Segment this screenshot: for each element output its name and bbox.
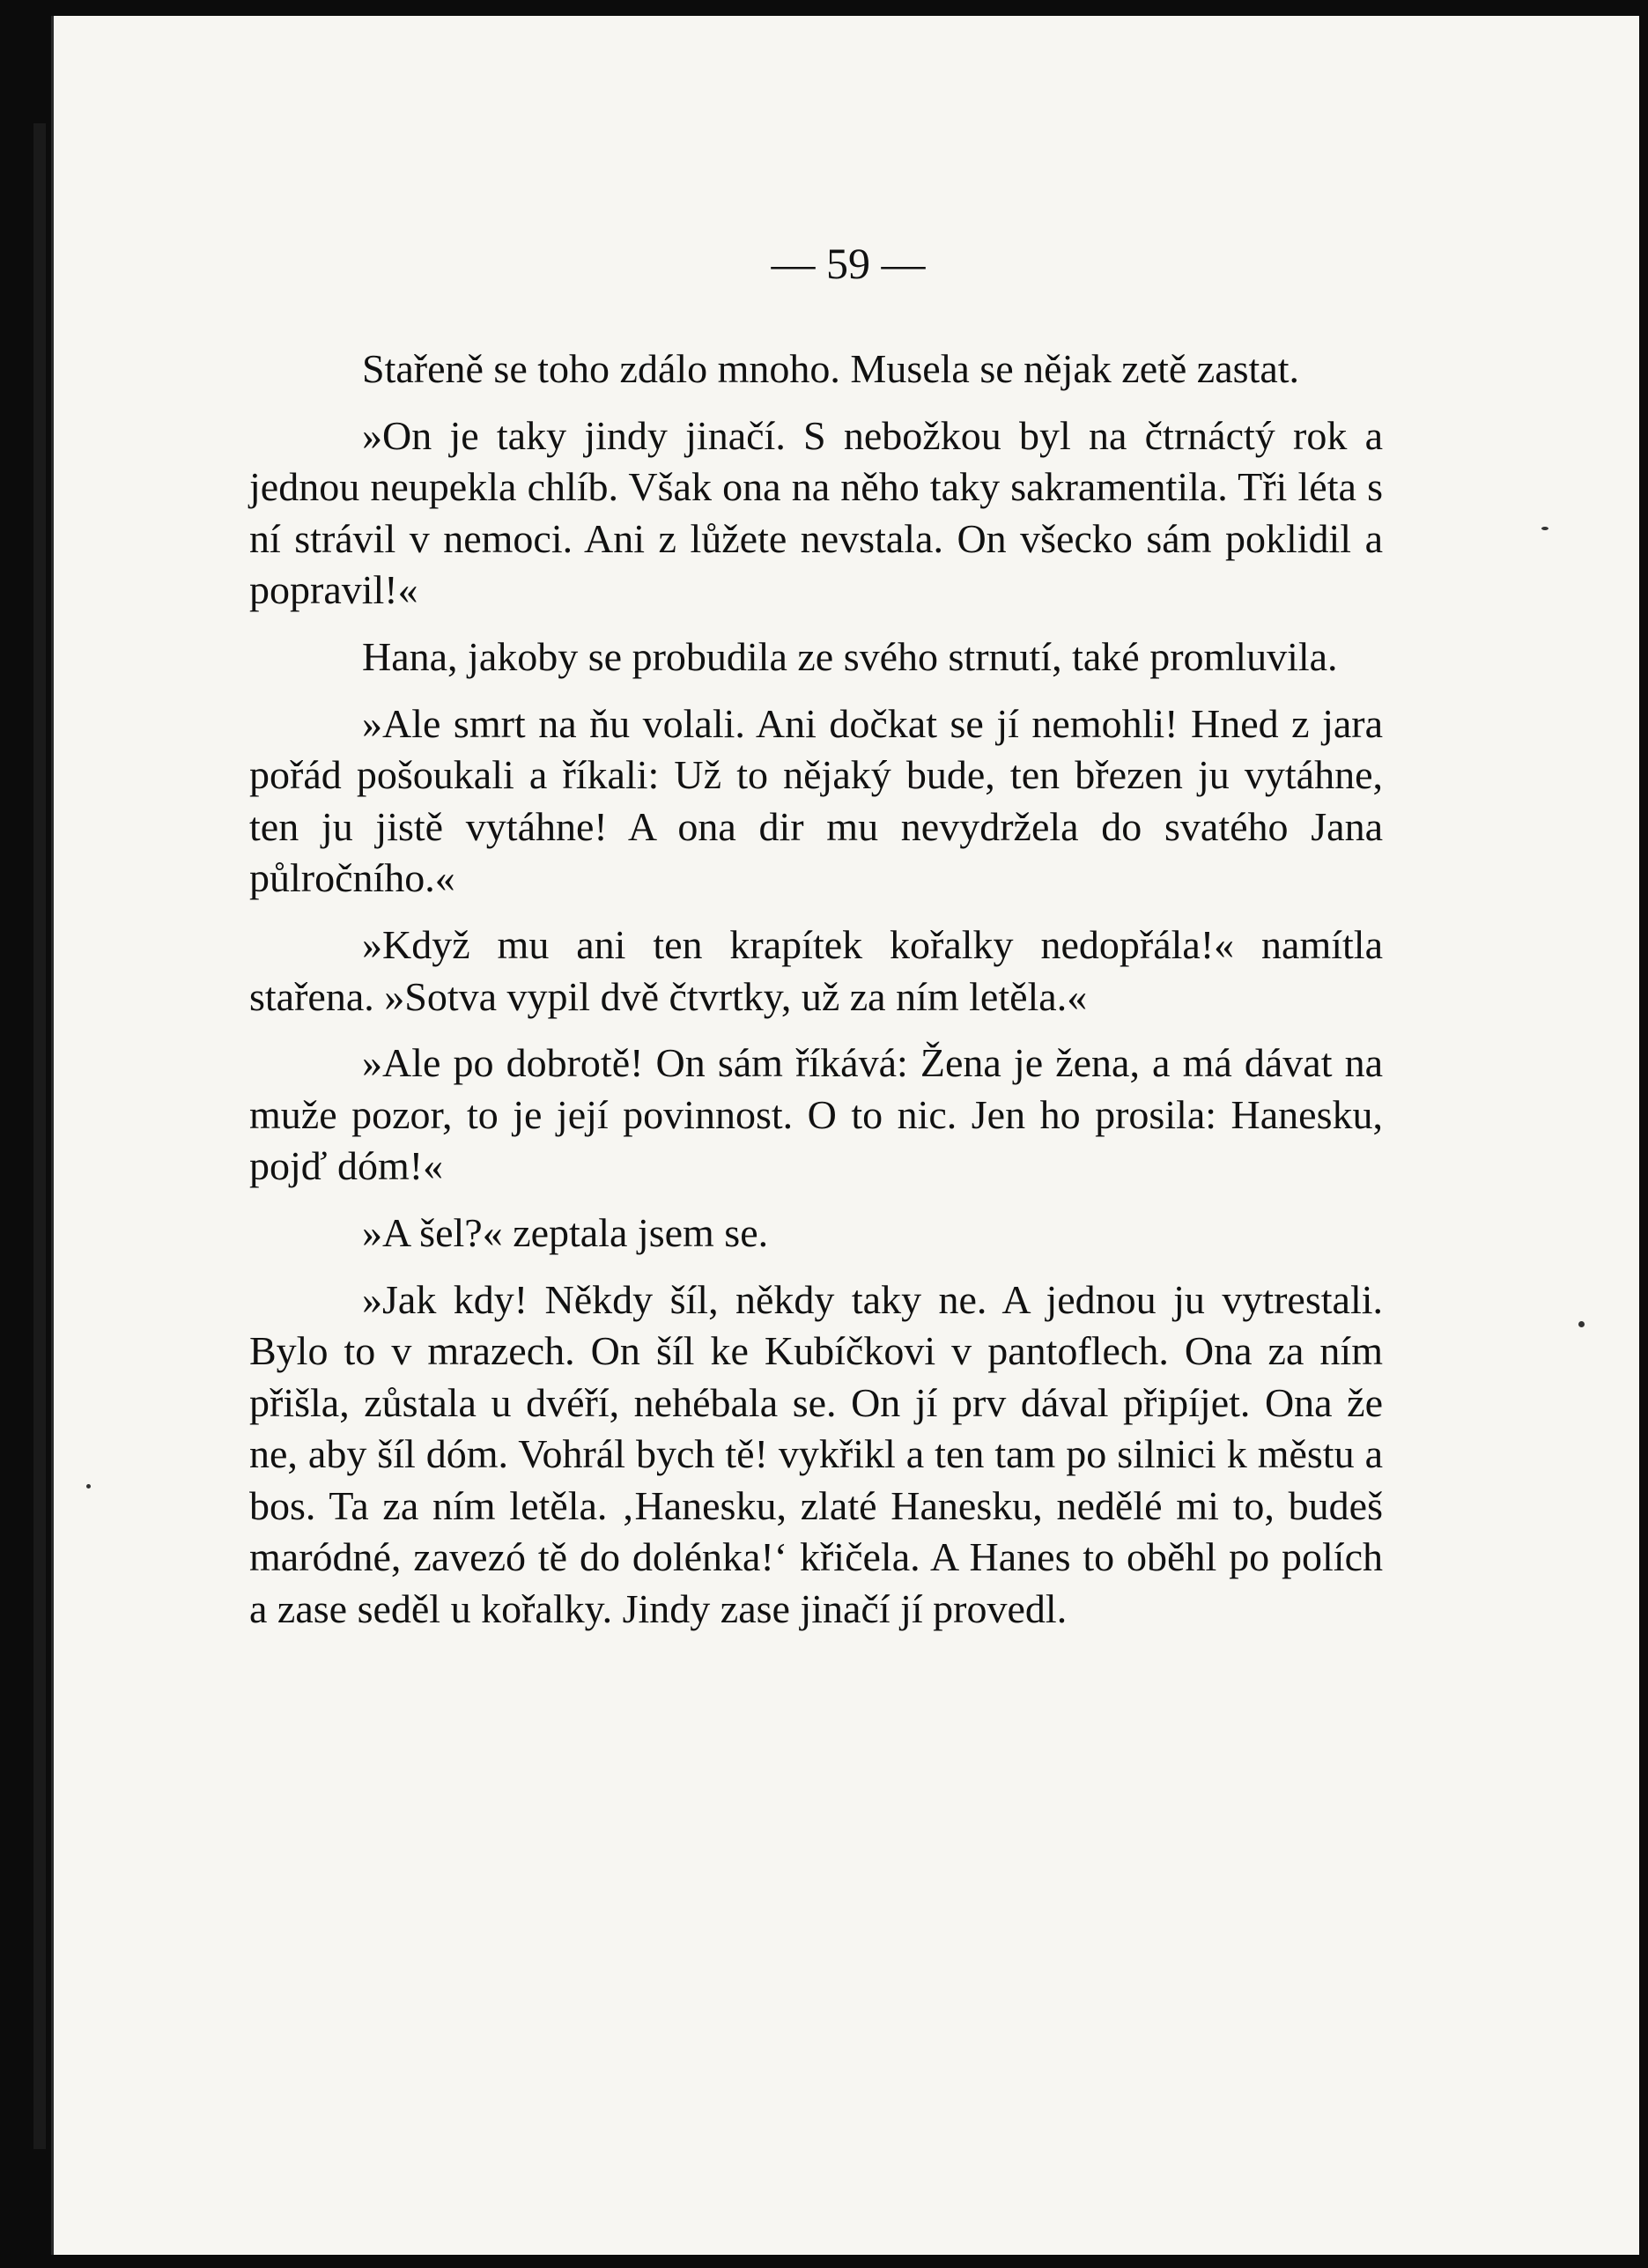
paper-speck bbox=[86, 1484, 91, 1489]
paragraph: »On je taky jindy jinačí. S nebožkou byl na čtrnáctý rok a jednou neupekla chlíb. Však ona na něho taky sakramentila. Tři léta s ní strávil v nemoci. Ani z lůžete nevstala. On všecko sám poklidil a popravil!« bbox=[249, 412, 1383, 613]
body-text bbox=[249, 344, 1383, 1651]
paragraph: »Jak kdy! Někdy šíl, někdy taky ne. A jednou ju vytrestali. Bylo to v mrazech. On šíl ke Kubíčkovi v pantoflech. Ona za ním přišla, zůstala u dvéří, nehébala se. On jí prv dával připíjet. Ona že ne, aby šíl dóm. Vohrál bych tě! vykřikl a ten tam po silnici k městu a bos. Ta za ním letěla. ‚Hanesku, zlaté Hanesku, nedělé mi to, budeš maródné, zavezó tě do dolénka!‘ křičela. A Hanes to oběhl po polích a zase seděl u kořalky. Jindy zase jinačí jí provedl. bbox=[249, 1276, 1383, 1632]
paper-speck bbox=[1578, 1321, 1585, 1327]
paragraph: »A šel?« zeptala jsem se. bbox=[362, 1209, 769, 1255]
paper-speck bbox=[1541, 527, 1548, 530]
paragraph: »Ale smrt na ňu volali. Ani dočkat se jí nemohli! Hned z jara pořád pošoukali a říkali: Už to nějaký bude, ten březen ju vytáhne, ten ju jistě vytáhne! A ona dir mu nevydržela do svatého Jana půlročního.« bbox=[249, 700, 1383, 901]
binding-edge bbox=[33, 123, 46, 2149]
paragraph: Hana, jakoby se probudila ze svého strnutí, také promluvila. bbox=[362, 633, 1338, 679]
page-number: — 59 — bbox=[771, 239, 926, 288]
paragraph: »Když mu ani ten krapítek kořalky nedopřála!« namítla stařena. »Sotva vypil dvě čtvrtky, už za ním letěla.« bbox=[249, 921, 1383, 1019]
paragraph: Stařeně se toho zdálo mnoho. Musela se nějak zetě zastat. bbox=[362, 346, 1300, 391]
paragraph: »Ale po dobrotě! On sám říkává: Žena je žena, a má dávat na muže pozor, to je její povinnost. O to nic. Jen ho prosila: Hanesku, pojď dóm!« bbox=[249, 1040, 1383, 1189]
